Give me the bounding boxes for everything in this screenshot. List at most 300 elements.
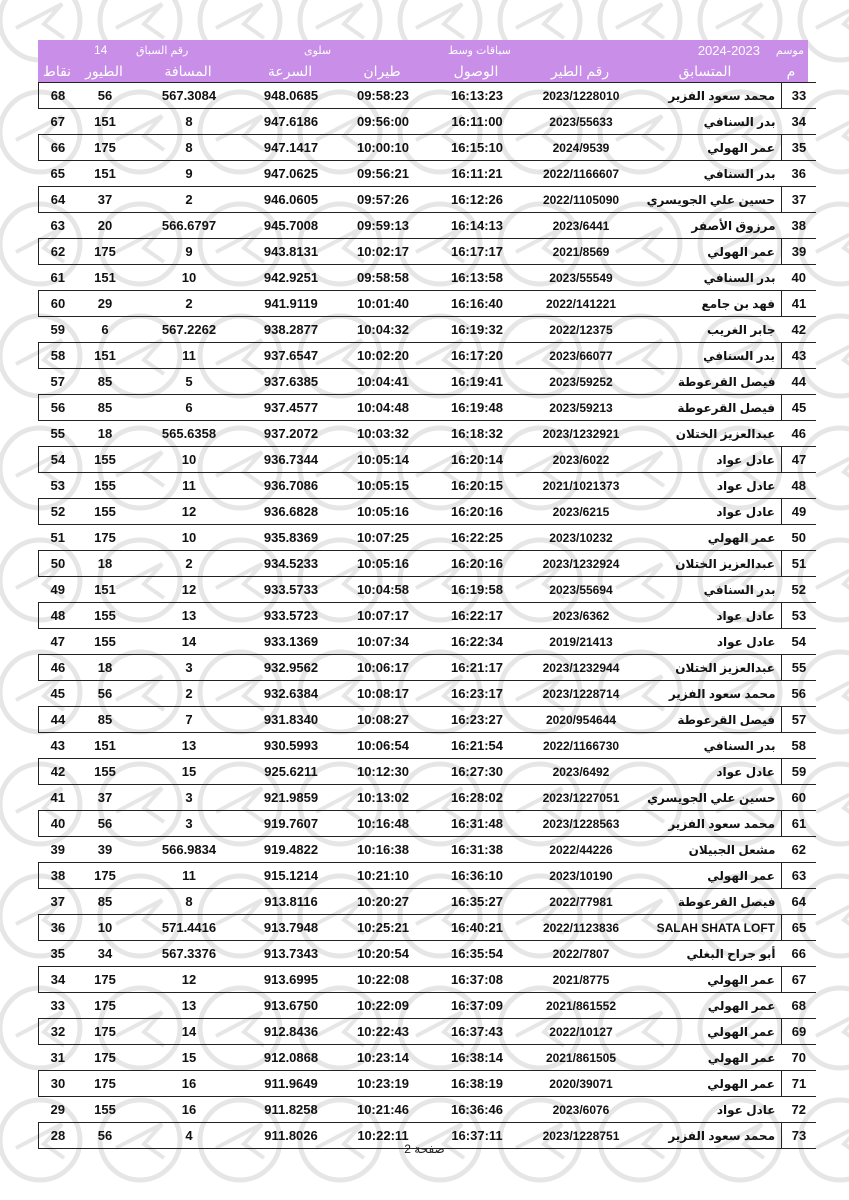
- cell-rank: 42: [782, 317, 817, 343]
- table-row: [39, 915, 817, 941]
- cell-ring: 2022/1123836: [525, 915, 637, 941]
- cell-name: بدر السنافي: [637, 265, 782, 291]
- cell-rank: 36: [782, 161, 817, 187]
- cell-arrival: 16:22:34: [429, 629, 525, 655]
- cell-name: مرزوق الأصفر: [637, 213, 782, 239]
- cell-ring: 2023/59252: [525, 369, 637, 395]
- cell-rank: 67: [782, 967, 817, 993]
- table-row: [39, 1071, 817, 1097]
- cell-arrival: 16:16:40: [429, 291, 525, 317]
- cell-speed: 943.8131: [245, 239, 337, 265]
- cell-arrival: 16:37:09: [429, 993, 525, 1019]
- cell-rank: 46: [782, 421, 817, 447]
- cell-arrival: 16:28:02: [429, 785, 525, 811]
- cell-rank: 60: [782, 785, 817, 811]
- cell-points: 30: [39, 1071, 78, 1097]
- cell-birds: 175: [77, 239, 133, 265]
- cell-birds: 56: [77, 1123, 133, 1149]
- cell-ring: 2020/954644: [525, 707, 637, 733]
- cell-distance: 10: [133, 525, 245, 551]
- cell-birds: 175: [77, 1019, 133, 1045]
- table-row: [39, 239, 817, 265]
- cell-speed: 946.0605: [245, 187, 337, 213]
- table-row: [39, 655, 817, 681]
- cell-ring: 2023/6215: [525, 499, 637, 525]
- cell-distance: 15: [133, 759, 245, 785]
- cell-flight: 09:58:23: [337, 83, 429, 109]
- cell-birds: 155: [77, 603, 133, 629]
- cell-birds: 175: [77, 135, 133, 161]
- cell-rank: 59: [782, 759, 817, 785]
- cell-ring: 2023/1228751: [525, 1123, 637, 1149]
- table-row: [39, 967, 817, 993]
- cell-distance: 2: [133, 187, 245, 213]
- cell-rank: 68: [782, 993, 817, 1019]
- season-value: 2024-2023: [697, 43, 760, 58]
- cell-name: محمد سعود الفزير: [637, 681, 782, 707]
- cell-name: SALAH SHATA LOFT: [637, 915, 782, 941]
- cell-arrival: 16:31:48: [429, 811, 525, 837]
- cell-distance: 567.2262: [133, 317, 245, 343]
- cell-flight: 10:06:17: [337, 655, 429, 681]
- cell-distance: 10: [133, 447, 245, 473]
- cell-ring: 2019/21413: [525, 629, 637, 655]
- cell-flight: 09:57:26: [337, 187, 429, 213]
- cell-speed: 937.6385: [245, 369, 337, 395]
- cell-flight: 10:05:15: [337, 473, 429, 499]
- cell-birds: 37: [77, 785, 133, 811]
- cell-rank: 52: [782, 577, 817, 603]
- cell-ring: 2021/861552: [525, 993, 637, 1019]
- cell-name: عبدالعزيز الختلان: [637, 551, 782, 577]
- cell-name: بدر السنافي: [637, 577, 782, 603]
- cell-arrival: 16:13:23: [429, 83, 525, 109]
- cell-arrival: 16:17:17: [429, 239, 525, 265]
- cell-ring: 2023/55633: [525, 109, 637, 135]
- cell-ring: 2023/1227051: [525, 785, 637, 811]
- cell-arrival: 16:13:58: [429, 265, 525, 291]
- cell-arrival: 16:20:14: [429, 447, 525, 473]
- cell-speed: 921.9859: [245, 785, 337, 811]
- table-row: [39, 603, 817, 629]
- cell-rank: 41: [782, 291, 817, 317]
- cell-arrival: 16:40:21: [429, 915, 525, 941]
- cell-birds: 56: [77, 811, 133, 837]
- cell-birds: 37: [77, 187, 133, 213]
- cell-ring: 2020/39071: [525, 1071, 637, 1097]
- cell-flight: 10:00:10: [337, 135, 429, 161]
- cell-points: 29: [39, 1097, 78, 1123]
- race-location: سلوى: [304, 45, 332, 57]
- cell-rank: 43: [782, 343, 817, 369]
- cell-birds: 56: [77, 681, 133, 707]
- watermark-bird-icon: [816, 116, 849, 150]
- cell-ring: 2021/8775: [525, 967, 637, 993]
- cell-ring: 2023/59213: [525, 395, 637, 421]
- cell-ring: 2023/1228010: [525, 83, 637, 109]
- cell-flight: 10:04:48: [337, 395, 429, 421]
- cell-arrival: 16:31:38: [429, 837, 525, 863]
- cell-rank: 51: [782, 551, 817, 577]
- cell-flight: 10:05:16: [337, 499, 429, 525]
- cell-rank: 37: [782, 187, 817, 213]
- table-row: [39, 499, 817, 525]
- cell-birds: 85: [77, 889, 133, 915]
- cell-speed: 941.9119: [245, 291, 337, 317]
- cell-arrival: 16:36:46: [429, 1097, 525, 1123]
- cell-points: 41: [39, 785, 78, 811]
- cell-distance: 16: [133, 1097, 245, 1123]
- cell-name: عمر الهولي: [637, 1019, 782, 1045]
- cell-birds: 34: [77, 941, 133, 967]
- cell-rank: 40: [782, 265, 817, 291]
- cell-name: عادل عواد: [637, 759, 782, 785]
- watermark-bird-icon: [816, 452, 849, 486]
- cell-name: مشعل الجبيلان: [637, 837, 782, 863]
- cell-name: عادل عواد: [637, 603, 782, 629]
- cell-ring: 2022/12375: [525, 317, 637, 343]
- cell-speed: 919.4822: [245, 837, 337, 863]
- cell-name: بدر السنافي: [637, 109, 782, 135]
- watermark-bird-icon: [16, 4, 64, 38]
- cell-rank: 57: [782, 707, 817, 733]
- cell-points: 37: [39, 889, 78, 915]
- table-row: [39, 395, 817, 421]
- cell-name: جابر الغريب: [637, 317, 782, 343]
- watermark-bird-icon: [816, 228, 849, 262]
- cell-ring: 2022/1105090: [525, 187, 637, 213]
- table-row: [39, 187, 817, 213]
- cell-ring: 2021/861505: [525, 1045, 637, 1071]
- col-header-distance: المسافة: [164, 62, 212, 79]
- cell-name: عمر الهولي: [637, 1071, 782, 1097]
- cell-points: 39: [39, 837, 78, 863]
- cell-name: عبدالعزيز الختلان: [637, 655, 782, 681]
- cell-birds: 175: [77, 863, 133, 889]
- cell-distance: 11: [133, 863, 245, 889]
- cell-arrival: 16:11:00: [429, 109, 525, 135]
- cell-arrival: 16:35:54: [429, 941, 525, 967]
- cell-arrival: 16:38:14: [429, 1045, 525, 1071]
- cell-rank: 39: [782, 239, 817, 265]
- table-row: [39, 629, 817, 655]
- cell-distance: 2: [133, 681, 245, 707]
- table-row: [39, 785, 817, 811]
- cell-distance: 571.4416: [133, 915, 245, 941]
- cell-birds: 85: [77, 707, 133, 733]
- col-header-speed: السرعة: [267, 62, 313, 79]
- cell-flight: 10:13:02: [337, 785, 429, 811]
- table-row: [39, 863, 817, 889]
- cell-name: عادل عواد: [637, 499, 782, 525]
- cell-name: فيصل القرعوطة: [637, 395, 782, 421]
- table-row: [39, 369, 817, 395]
- cell-points: 58: [39, 343, 78, 369]
- cell-flight: 10:20:27: [337, 889, 429, 915]
- cell-points: 53: [39, 473, 78, 499]
- col-header-flight: طيران: [363, 62, 401, 79]
- cell-arrival: 16:19:41: [429, 369, 525, 395]
- cell-ring: 2023/6492: [525, 759, 637, 785]
- table-row: [39, 213, 817, 239]
- cell-name: فيصل القرعوطة: [637, 707, 782, 733]
- cell-rank: 72: [782, 1097, 817, 1123]
- cell-ring: 2022/1166730: [525, 733, 637, 759]
- cell-ring: 2022/1166607: [525, 161, 637, 187]
- cell-arrival: 16:19:48: [429, 395, 525, 421]
- cell-points: 40: [39, 811, 78, 837]
- cell-name: حسين علي الجويسري: [637, 187, 782, 213]
- cell-arrival: 16:23:17: [429, 681, 525, 707]
- watermark-bird-icon: [116, 4, 164, 38]
- cell-points: 34: [39, 967, 78, 993]
- table-row: [39, 759, 817, 785]
- cell-points: 42: [39, 759, 78, 785]
- cell-points: 67: [39, 109, 78, 135]
- cell-distance: 10: [133, 265, 245, 291]
- cell-flight: 10:04:58: [337, 577, 429, 603]
- cell-flight: 10:03:32: [337, 421, 429, 447]
- table-row: [39, 1097, 817, 1123]
- cell-speed: 937.2072: [245, 421, 337, 447]
- cell-rank: 49: [782, 499, 817, 525]
- cell-rank: 55: [782, 655, 817, 681]
- cell-distance: 14: [133, 629, 245, 655]
- cell-name: عبدالعزيز الختلان: [637, 421, 782, 447]
- cell-arrival: 16:21:54: [429, 733, 525, 759]
- cell-ring: 2023/66077: [525, 343, 637, 369]
- col-header-rank: م: [786, 62, 796, 79]
- cell-speed: 911.9649: [245, 1071, 337, 1097]
- cell-distance: 8: [133, 135, 245, 161]
- cell-speed: 948.0685: [245, 83, 337, 109]
- cell-arrival: 16:36:10: [429, 863, 525, 889]
- table-row: [39, 317, 817, 343]
- cell-name: أبو جراح البغلي: [637, 941, 782, 967]
- cell-flight: 10:21:46: [337, 1097, 429, 1123]
- cell-points: 47: [39, 629, 78, 655]
- cell-distance: 12: [133, 577, 245, 603]
- col-header-birds: الطيور: [85, 62, 123, 79]
- cell-flight: 10:07:25: [337, 525, 429, 551]
- cell-name: فيصل القرعوطة: [637, 889, 782, 915]
- watermark-bird-icon: [216, 4, 264, 38]
- cell-rank: 58: [782, 733, 817, 759]
- cell-name: محمد سعود الفزير: [637, 811, 782, 837]
- cell-points: 62: [39, 239, 78, 265]
- cell-rank: 35: [782, 135, 817, 161]
- cell-birds: 10: [77, 915, 133, 941]
- table-row: [39, 447, 817, 473]
- cell-birds: 155: [77, 1097, 133, 1123]
- cell-name: عادل عواد: [637, 473, 782, 499]
- cell-birds: 175: [77, 967, 133, 993]
- cell-points: 36: [39, 915, 78, 941]
- results-sheet: [38, 40, 808, 1149]
- cell-rank: 33: [782, 83, 817, 109]
- cell-speed: 937.4577: [245, 395, 337, 421]
- cell-points: 63: [39, 213, 78, 239]
- cell-distance: 4: [133, 1123, 245, 1149]
- cell-flight: 10:06:54: [337, 733, 429, 759]
- page-number: صفحة 2: [404, 1142, 445, 1156]
- watermark-bird-icon: [816, 900, 849, 934]
- cell-name: عمر الهولي: [637, 525, 782, 551]
- cell-speed: 913.6750: [245, 993, 337, 1019]
- cell-ring: 2021/1021373: [525, 473, 637, 499]
- cell-birds: 155: [77, 629, 133, 655]
- cell-points: 43: [39, 733, 78, 759]
- cell-points: 38: [39, 863, 78, 889]
- table-row: [39, 551, 817, 577]
- cell-distance: 566.6797: [133, 213, 245, 239]
- cell-rank: 71: [782, 1071, 817, 1097]
- cell-name: عمر الهولي: [637, 993, 782, 1019]
- cell-arrival: 16:38:19: [429, 1071, 525, 1097]
- cell-ring: 2023/1232924: [525, 551, 637, 577]
- cell-arrival: 16:37:43: [429, 1019, 525, 1045]
- cell-distance: 6: [133, 395, 245, 421]
- watermark-bird-icon: [516, 4, 564, 38]
- table-row: [39, 1019, 817, 1045]
- cell-points: 64: [39, 187, 78, 213]
- cell-ring: 2021/8569: [525, 239, 637, 265]
- cell-ring: 2023/1228563: [525, 811, 637, 837]
- cell-distance: 3: [133, 811, 245, 837]
- watermark-bird-icon: [616, 4, 664, 38]
- cell-arrival: 16:22:25: [429, 525, 525, 551]
- cell-distance: 3: [133, 655, 245, 681]
- cell-birds: 20: [77, 213, 133, 239]
- cell-rank: 34: [782, 109, 817, 135]
- cell-distance: 9: [133, 161, 245, 187]
- cell-flight: 10:04:41: [337, 369, 429, 395]
- cell-ring: 2023/6022: [525, 447, 637, 473]
- cell-rank: 63: [782, 863, 817, 889]
- table-row: [39, 291, 817, 317]
- cell-birds: 151: [77, 265, 133, 291]
- cell-distance: 9: [133, 239, 245, 265]
- table-row: [39, 941, 817, 967]
- cell-arrival: 16:21:17: [429, 655, 525, 681]
- table-row: [39, 161, 817, 187]
- cell-speed: 913.7343: [245, 941, 337, 967]
- cell-rank: 70: [782, 1045, 817, 1071]
- cell-birds: 175: [77, 1045, 133, 1071]
- cell-speed: 913.6995: [245, 967, 337, 993]
- cell-arrival: 16:37:08: [429, 967, 525, 993]
- cell-birds: 56: [77, 83, 133, 109]
- cell-speed: 936.7344: [245, 447, 337, 473]
- cell-points: 54: [39, 447, 78, 473]
- cell-rank: 66: [782, 941, 817, 967]
- cell-birds: 151: [77, 109, 133, 135]
- cell-ring: 2022/10127: [525, 1019, 637, 1045]
- cell-flight: 10:23:14: [337, 1045, 429, 1071]
- cell-birds: 18: [77, 421, 133, 447]
- table-row: [39, 1045, 817, 1071]
- cell-birds: 175: [77, 1071, 133, 1097]
- cell-ring: 2022/7807: [525, 941, 637, 967]
- cell-name: عادل عواد: [637, 447, 782, 473]
- cell-name: بدر السنافي: [637, 161, 782, 187]
- cell-speed: 937.6547: [245, 343, 337, 369]
- watermark-bird-icon: [816, 676, 849, 710]
- cell-ring: 2023/10232: [525, 525, 637, 551]
- cell-points: 68: [39, 83, 78, 109]
- cell-flight: 10:08:17: [337, 681, 429, 707]
- cell-flight: 10:02:17: [337, 239, 429, 265]
- cell-ring: 2022/44226: [525, 837, 637, 863]
- cell-ring: 2022/141221: [525, 291, 637, 317]
- cell-ring: 2023/6076: [525, 1097, 637, 1123]
- cell-ring: 2023/55694: [525, 577, 637, 603]
- cell-speed: 936.7086: [245, 473, 337, 499]
- cell-distance: 567.3084: [133, 83, 245, 109]
- cell-flight: 10:22:08: [337, 967, 429, 993]
- cell-name: عمر الهولي: [637, 239, 782, 265]
- cell-speed: 913.7948: [245, 915, 337, 941]
- cell-distance: 566.9834: [133, 837, 245, 863]
- cell-points: 32: [39, 1019, 78, 1045]
- cell-speed: 933.5733: [245, 577, 337, 603]
- cell-birds: 151: [77, 733, 133, 759]
- cell-speed: 911.8026: [245, 1123, 337, 1149]
- cell-distance: 2: [133, 291, 245, 317]
- cell-flight: 10:22:09: [337, 993, 429, 1019]
- table-row: [39, 265, 817, 291]
- table-row: [39, 109, 817, 135]
- cell-ring: 2023/1232944: [525, 655, 637, 681]
- cell-speed: 911.8258: [245, 1097, 337, 1123]
- cell-flight: 09:56:00: [337, 109, 429, 135]
- watermark-bird-icon: [816, 4, 849, 38]
- cell-arrival: 16:27:30: [429, 759, 525, 785]
- cell-points: 45: [39, 681, 78, 707]
- cell-birds: 175: [77, 993, 133, 1019]
- cell-rank: 45: [782, 395, 817, 421]
- watermark-bird-icon: [716, 4, 764, 38]
- cell-rank: 64: [782, 889, 817, 915]
- results-table: [38, 82, 816, 1149]
- cell-distance: 8: [133, 109, 245, 135]
- cell-points: 28: [39, 1123, 78, 1149]
- cell-arrival: 16:17:20: [429, 343, 525, 369]
- cell-arrival: 16:22:17: [429, 603, 525, 629]
- cell-ring: 2023/10190: [525, 863, 637, 889]
- cell-distance: 7: [133, 707, 245, 733]
- cell-ring: 2022/77981: [525, 889, 637, 915]
- cell-flight: 10:07:17: [337, 603, 429, 629]
- cell-points: 31: [39, 1045, 78, 1071]
- cell-name: عمر الهولي: [637, 1045, 782, 1071]
- cell-speed: 932.6384: [245, 681, 337, 707]
- cell-rank: 61: [782, 811, 817, 837]
- cell-speed: 932.9562: [245, 655, 337, 681]
- cell-speed: 938.2877: [245, 317, 337, 343]
- cell-birds: 29: [77, 291, 133, 317]
- cell-name: بدر السنافي: [637, 343, 782, 369]
- cell-ring: 2023/55549: [525, 265, 637, 291]
- cell-points: 59: [39, 317, 78, 343]
- cell-points: 49: [39, 577, 78, 603]
- cell-arrival: 16:19:58: [429, 577, 525, 603]
- cell-points: 51: [39, 525, 78, 551]
- table-row: [39, 577, 817, 603]
- cell-name: عادل عواد: [637, 1097, 782, 1123]
- cell-name: محمد سعود الفزير: [637, 83, 782, 109]
- cell-points: 33: [39, 993, 78, 1019]
